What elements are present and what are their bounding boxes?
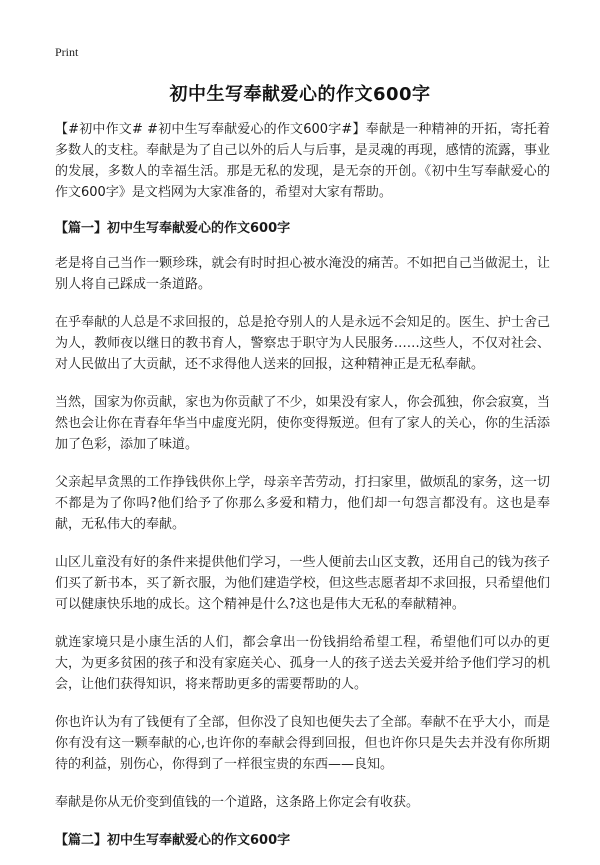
article-body bbox=[55, 119, 550, 865]
intro-paragraph: 【#初中作文# #初中生写奉献爱心的作文600字#】奉献是一种精神的开拓，寄托着多数人的支柱。奉献是为了自己以外的后人与后事，是灵魂的再现，感情的流露，事业的发展，多数人的幸福生活。那是无私的发现，是无奈的开创。《初中生写奉献爱心的作文600字》是文档网为大家准备的，希望对大家有帮助。 bbox=[55, 122, 550, 200]
paragraph: 你也许认为有了钱便有了全部，但你没了良知也便失去了全部。奉献不在乎大小，而是你有没有这一颗奉献的心,也许你的奉献会得到回报，但也许你只是失去并没有你所期待的利益，别伤心，你得到了一样很宝贵的东西——良知。 bbox=[55, 715, 550, 772]
paragraph: 在乎奉献的人总是不求回报的，总是抢夺别人的人是永远不会知足的。医生、护士舍己为人，教师夜以继日的教书育人，警察忠于职守为人民服务……这些人，不仅对社会、对人民做出了大贡献，还不求得他人送来的回报，这种精神正是无私奉献。 bbox=[55, 315, 550, 372]
paragraph: 父亲起早贪黑的工作挣钱供你上学，母亲辛苦劳动，打扫家里，做烦乱的家务，这一切不都是为了你吗?他们给予了你那么多爱和精力，他们却一句怨言都没有。这也是奉献，无私伟大的奉献。 bbox=[55, 475, 550, 532]
paragraph: 老是将自己当作一颗珍珠，就会有时时担心被水淹没的痛苦。不如把自己当做泥土，让别人将自己踩成一条道路。 bbox=[55, 256, 550, 292]
paragraph: 当然，国家为你贡献，家也为你贡献了不少，如果没有家人，你会孤独，你会寂寞，当然也会让你在青春年华当中虚度光阴，使你变得叛逆。但有了家人的关心，你的生活添加了色彩，添加了味道。 bbox=[55, 395, 550, 452]
page-title: 初中生写奉献爱心的作文600字 bbox=[169, 84, 431, 105]
print-link[interactable]: Print bbox=[55, 45, 79, 59]
paragraph: 山区儿童没有好的条件来提供他们学习，一些人便前去山区支教，还用自己的钱为孩子们买了新书本，买了新衣服，为他们建造学校，但这些志愿者却不求回报，只希望他们可以健康快乐地的成长。这个精神是什么?这也是伟大无私的奉献精神。 bbox=[55, 555, 550, 612]
paragraph: 就连家境只是小康生活的人们，都会拿出一份钱捐给希望工程，希望他们可以办的更大，为更多贫困的孩子和没有家庭关心、孤身一人的孩子送去关爱并给予他们学习的机会，让他们获得知识，将来帮助更多的需要帮助的人。 bbox=[55, 635, 550, 692]
section-heading-2: 【篇二】初中生写奉献爱心的作文600字 bbox=[55, 833, 291, 848]
paragraph: 奉献是你从无价变到值钱的一个道路，这条路上你定会有收获。 bbox=[55, 795, 420, 810]
section-heading-1: 【篇一】初中生写奉献爱心的作文600字 bbox=[55, 221, 291, 236]
